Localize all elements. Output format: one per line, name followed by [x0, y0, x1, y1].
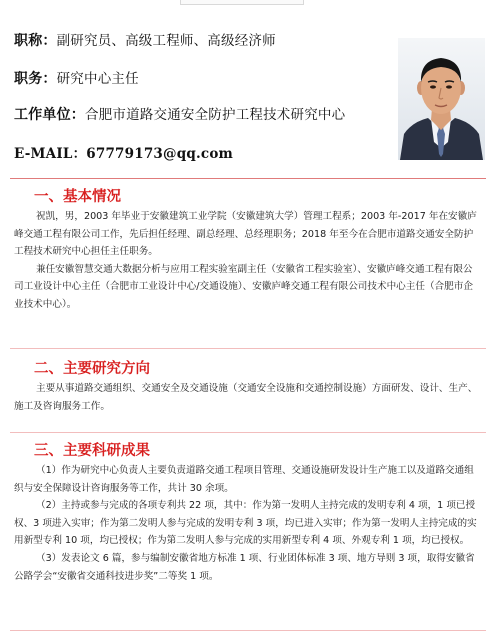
divider-2	[10, 348, 486, 349]
position-label: 职务：	[14, 71, 57, 87]
title-value: 副研究员、高级工程师、高级经济师	[56, 33, 276, 49]
section-basic-content	[14, 208, 482, 314]
paragraph: 兼任安徽智慧交通大数据分析与应用工程实验室副主任（安徽省工程实验室）、安徽庐峰交通工程有限公司工业设计中心主任（合肥市工业设计中心/交通设施）、安徽庐峰交通工程有限公司技术中心主任（合肥市企业技术中心）。	[14, 263, 473, 310]
email-label: E-MAIL：	[14, 146, 87, 162]
unit-line	[14, 106, 345, 124]
title-line	[14, 32, 276, 50]
email-value[interactable]: 67779173@qq.com	[86, 146, 234, 162]
unit-value: 合肥市道路交通安全防护工程技术研究中心	[85, 107, 346, 123]
top-tab-edge	[180, 0, 304, 5]
unit-label: 工作单位：	[14, 107, 85, 123]
paragraph: （3）发表论文 6 篇，参与编制安徽省地方标准 1 项、行业团体标准 3 项、地方导则 3 项，取得安徽省公路学会“安徽省交通科技进步奖”二等奖 1 项。	[14, 552, 475, 582]
paragraph: （2）主持或参与完成的各项专利共 22 项，其中：作为第一发明人主持完成的发明专利 4 项，1 项已授权、3 项进入实审；作为第二发明人参与完成的发明专利 3 项，均已进入实审；作为第一发明人主持完成的实用新型专利 10 项，均已授权；作为第二发明人参与完成的实用新型专利 4 项、外观专利 1 项，均已授权。	[14, 500, 477, 547]
position-value: 研究中心主任	[56, 71, 139, 87]
section-achievements-content	[14, 462, 482, 585]
paragraph: 祝凯，男，2003 年毕业于安徽建筑工业学院（安徽建筑大学）管理工程系；2003 年-2017 年在安徽庐峰交通工程有限公司工作，先后担任经理、副总经理、总经理职务；2018 年至今在合肥市道路交通安全防护工程技术研究中心担任主任职务。	[14, 211, 477, 258]
paragraph: 主要从事道路交通组织、交通安全及交通设施（交通安全设施和交通控制设施）方面研发、设计、生产、施工及咨询服务工作。	[14, 383, 478, 412]
section-heading-basic: 一、基本情况	[34, 188, 121, 205]
paragraph: （1）作为研究中心负责人主要负责道路交通工程项目管理、交通设施研发设计生产施工以及道路交通组织与安全保障设计咨询服务等工作，共计 30 余项。	[14, 465, 474, 494]
position-line	[14, 70, 139, 88]
portrait-image	[398, 38, 485, 160]
title-label: 职称：	[14, 33, 57, 49]
divider-4	[10, 630, 486, 631]
section-heading-achievements: 三、主要科研成果	[34, 442, 150, 459]
section-heading-research: 二、主要研究方向	[34, 360, 150, 377]
divider-3	[10, 432, 486, 433]
divider-1	[10, 178, 486, 179]
section-research-content	[14, 380, 482, 415]
portrait-photo	[398, 38, 485, 160]
email-line	[14, 145, 233, 163]
